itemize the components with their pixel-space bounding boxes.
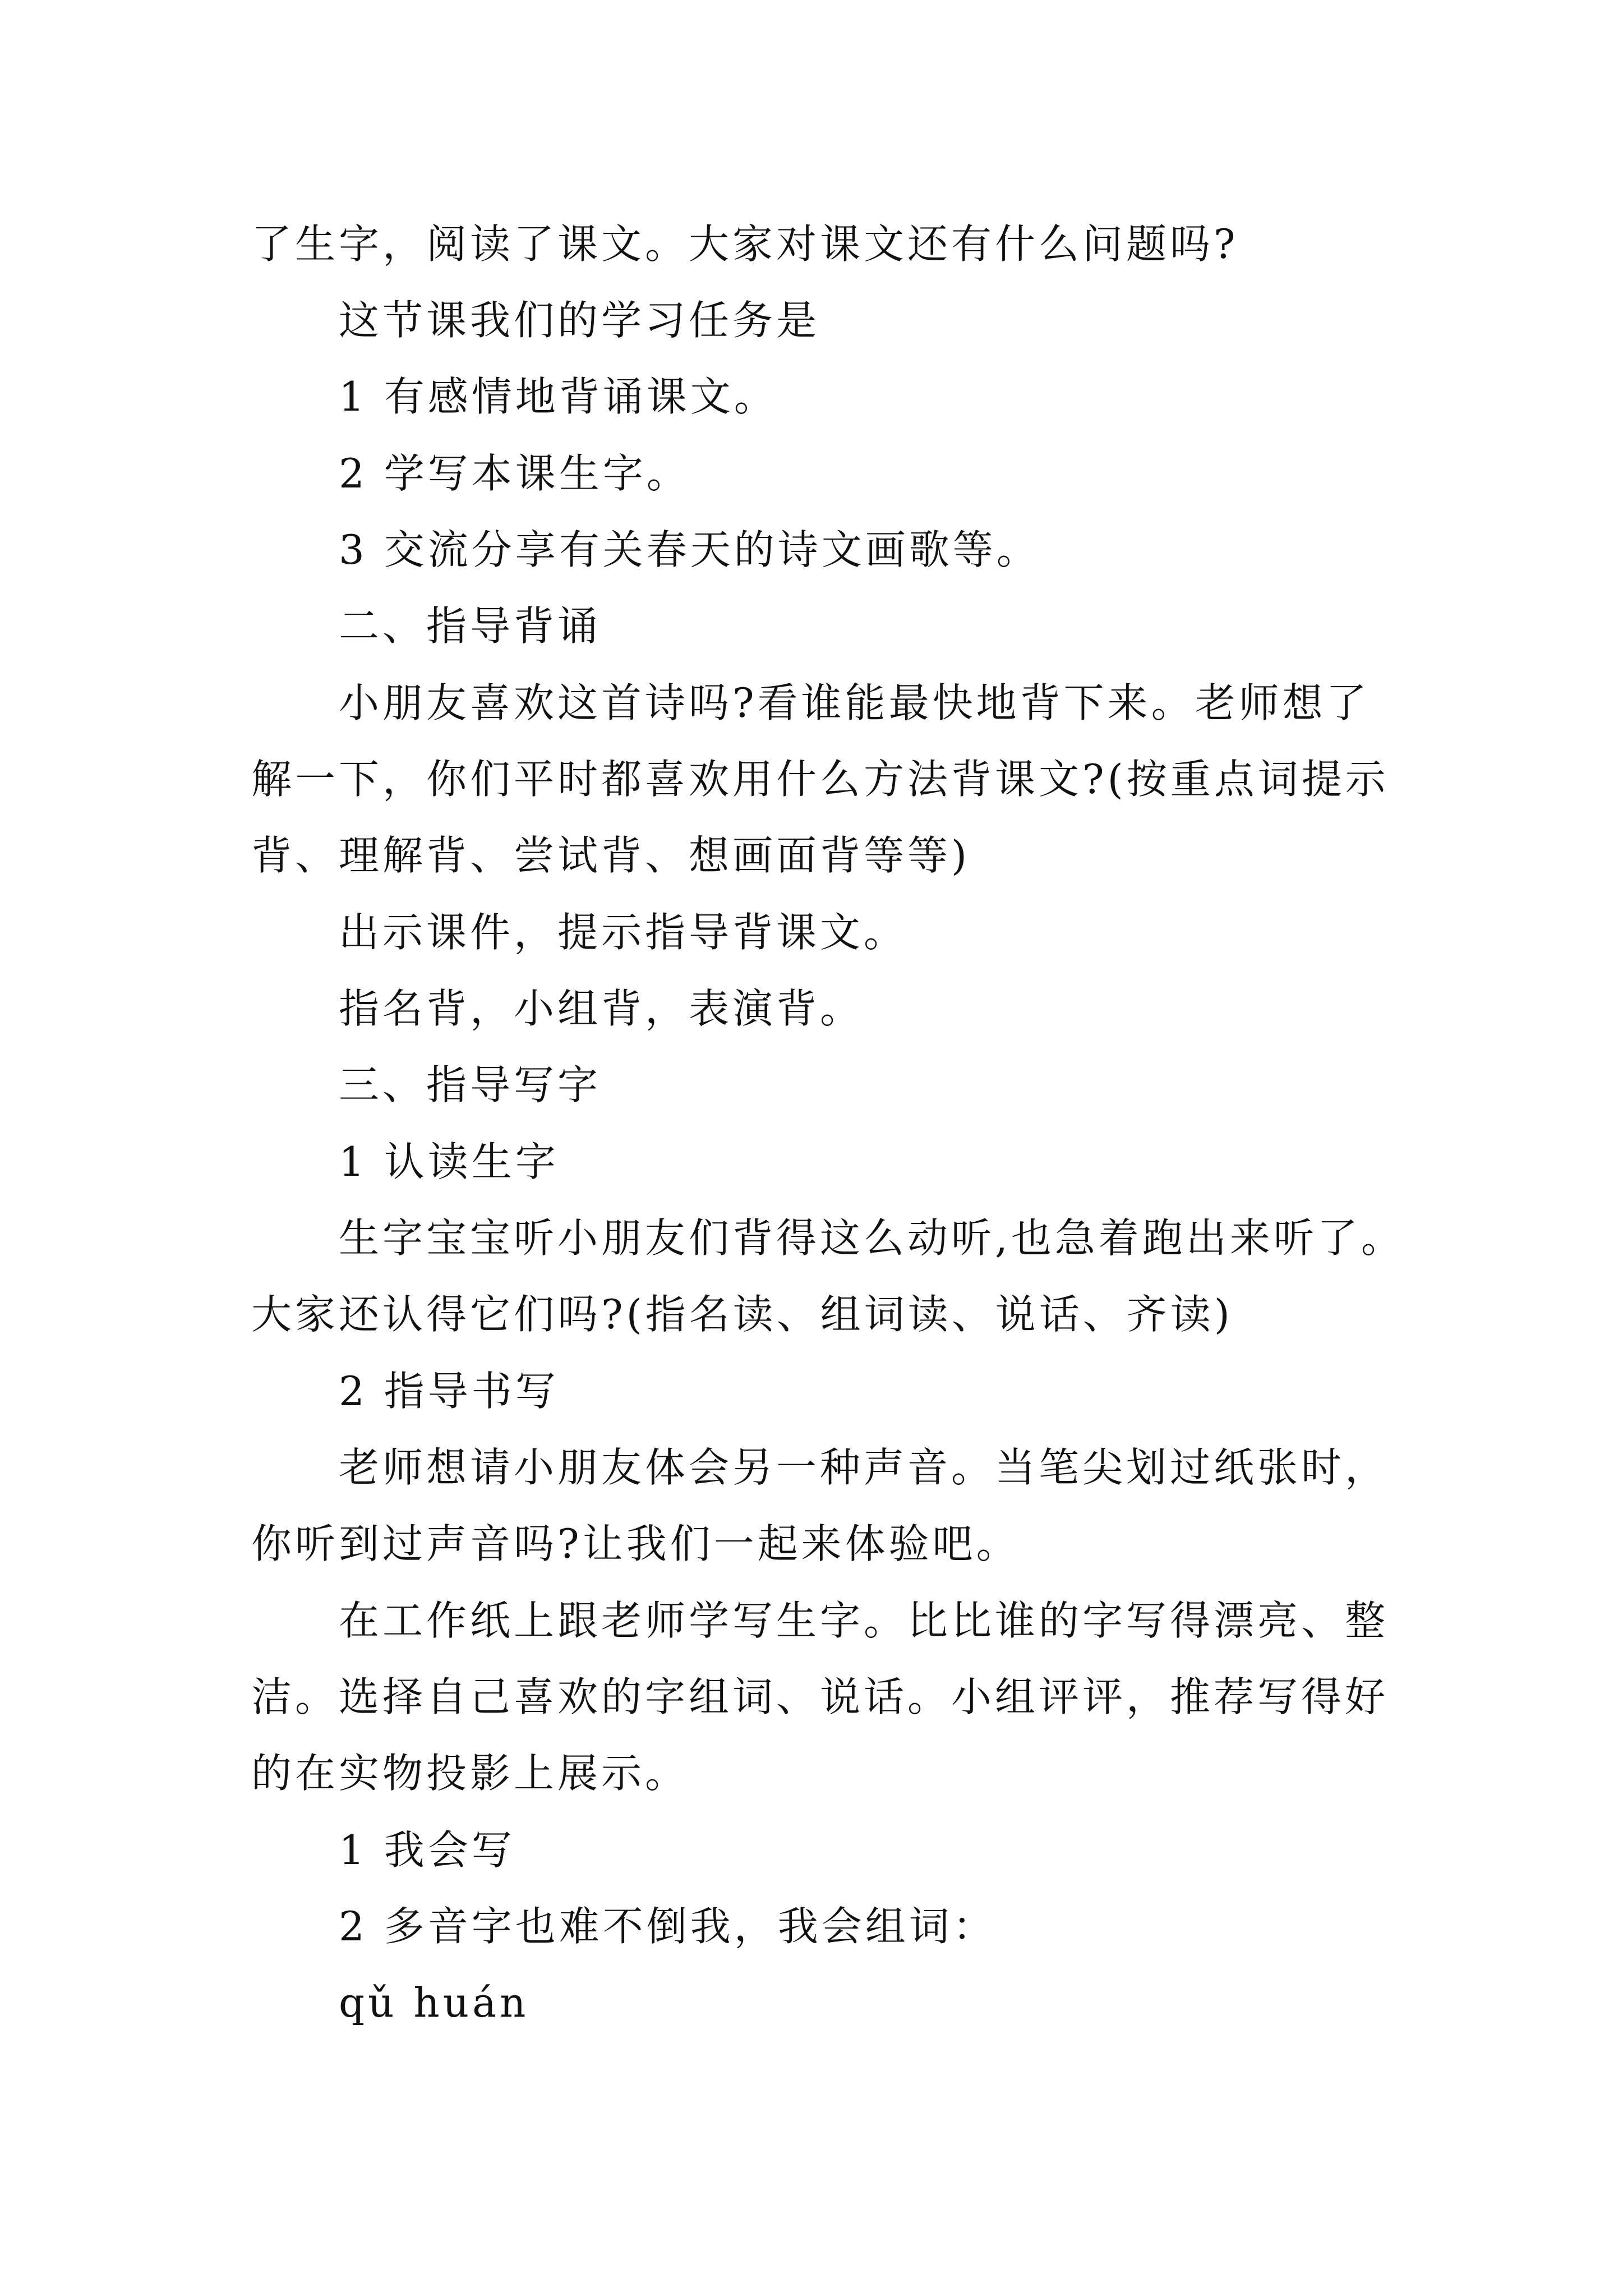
text-line: 2 学写本课生字。 (339, 450, 690, 497)
text-line: 大家还认得它们吗?(指名读、组词读、说话、齐读) (251, 1291, 1233, 1338)
text-line: 1 有感情地背诵课文。 (339, 373, 778, 420)
text-line: 解一下，你们平时都喜欢用什么方法背课文?(按重点词提示 (251, 756, 1389, 803)
text-line: 你听到过声音吗?让我们一起来体验吧。 (251, 1520, 1020, 1567)
section-heading: 三、指导写字 (339, 1061, 602, 1108)
text-line: 在工作纸上跟老师学写生字。比比谁的字写得漂亮、整 (339, 1597, 1389, 1644)
text-line: 老师想请小朋友体会另一种声音。当笔尖划过纸张时， (339, 1444, 1389, 1491)
text-line: 3 交流分享有关春天的诗文画歌等。 (339, 526, 1040, 573)
text-line: 这节课我们的学习任务是 (339, 297, 820, 344)
text-line: 1 我会写 (339, 1826, 515, 1874)
text-line: 洁。选择自己喜欢的字组词、说话。小组评评，推荐写得好 (251, 1673, 1389, 1720)
pinyin-line: qǔ huán (339, 1979, 529, 2026)
text-line: 了生字，阅读了课文。大家对课文还有什么问题吗? (251, 220, 1239, 268)
text-line: 的在实物投影上展示。 (251, 1750, 689, 1797)
text-line: 出示课件，提示指导背课文。 (339, 909, 908, 956)
text-line: 指名背，小组背，表演背。 (339, 985, 864, 1032)
text-line: 2 多音字也难不倒我，我会组词： (339, 1903, 997, 1950)
text-line: 1 认读生字 (339, 1138, 559, 1185)
section-heading: 二、指导背诵 (339, 602, 602, 650)
text-line: 背、理解背、尝试背、想画面背等等) (251, 832, 971, 879)
text-line: 2 指导书写 (339, 1368, 559, 1415)
text-line: 小朋友喜欢这首诗吗?看谁能最快地背下来。老师想了 (339, 679, 1370, 726)
text-line: 生字宝宝听小朋友们背得这么动听,也急着跑出来听了。 (339, 1214, 1405, 1262)
